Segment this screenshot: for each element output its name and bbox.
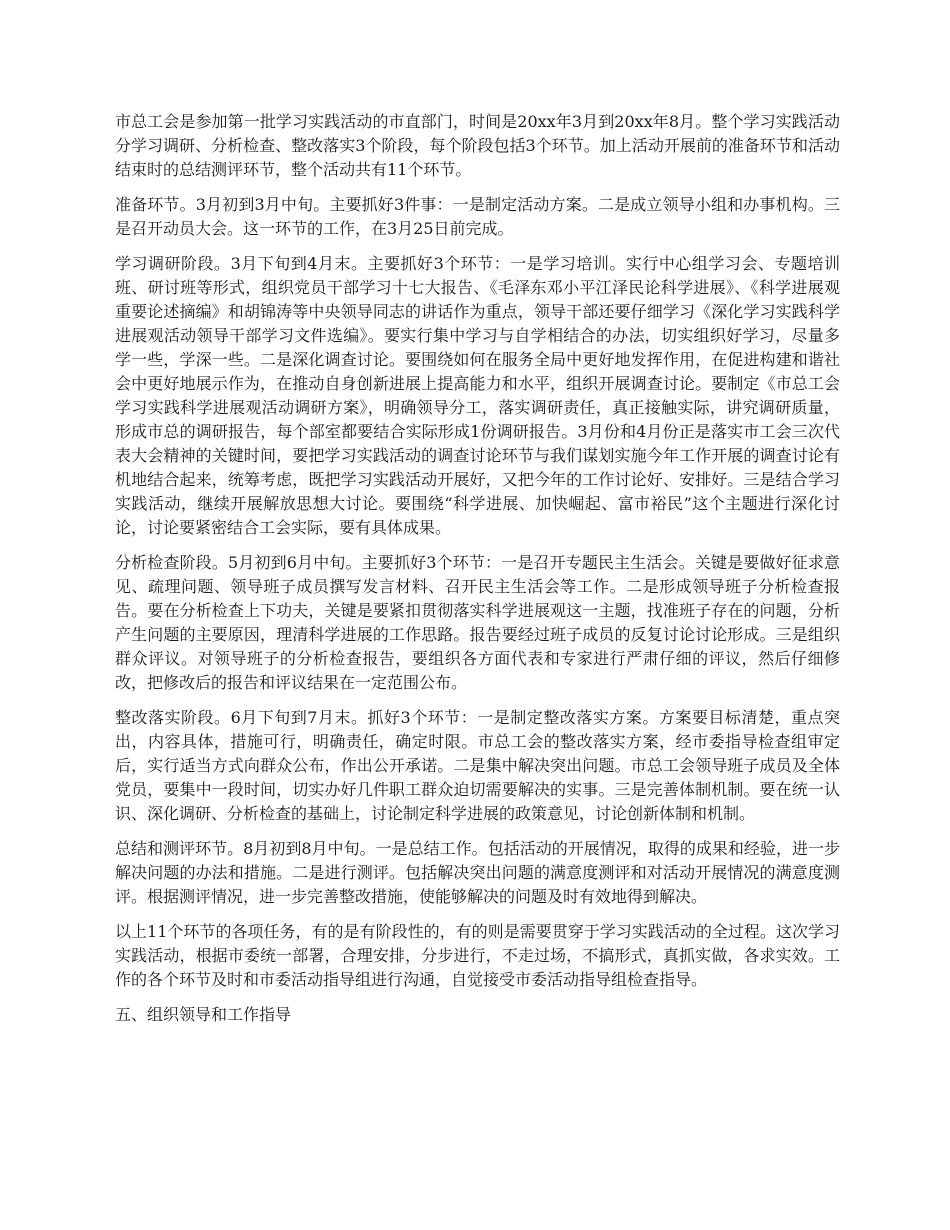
paragraph-preparation: 准备环节。3月初到3月中旬。主要抓好3件事：一是制定活动方案。二是成立领导小组和办事机构。三是召开动员大会。这一环节的工作，在3月25日前完成。 [115, 195, 840, 238]
section-heading: 五、组织领导和工作指导 [115, 1005, 292, 1024]
paragraph-intro: 市总工会是参加第一批学习实践活动的市直部门，时间是20xx年3月到20xx年8月。整个学习实践活动分学习调研、分析检查、整改落实3个阶段，每个阶段包括3个环节。加上活动开展前的准备环节和活动结束时的总结测评环节，整个活动共有11个环节。 [115, 112, 840, 179]
paragraph-conclusion: 以上11个环节的各项任务，有的是有阶段性的，有的则是需要贯穿于学习实践活动的全过程。这次学习实践活动，根据市委统一部署，合理安排，分步进行，不走过场，不搞形式，真抓实做，各求实效。工作的各个环节及时和市委活动指导组进行沟通，自觉接受市委活动指导组检查指导。 [115, 922, 840, 989]
paragraph-rectification: 整改落实阶段。6月下旬到7月末。抓好3个环节：一是制定整改落实方案。方案要目标清楚，重点突出，内容具体，措施可行，明确责任，确定时限。市总工会的整改落实方案，经市委指导检查组审定后，实行适当方式向群众公布，作出公开承诺。二是集中解决突出问题。市总工会领导班子成员及全体党员，要集中一段时间，切实办好几件职工群众迫切需要解决的实事。三是完善体制机制。要在统一认识、深化调研、分析检查的基础上，讨论制定科学进展的政策意见，讨论创新体制和机制。 [115, 708, 840, 823]
paragraph-analysis-check: 分析检查阶段。5月初到6月中旬。主要抓好3个环节：一是召开专题民主生活会。关键是要做好征求意见、疏理问题、领导班子成员撰写发言材料、召开民主生活会等工作。二是形成领导班子分析检查报告。要在分析检查上下功夫，关键是要紧扣贯彻落实科学进展观这一主题，找准班子存在的问题，分析产生问题的主要原因，理清科学进展的工作思路。报告要经过班子成员的反复讨论讨论形成。三是组织群众评议。对领导班子的分析检查报告，要组织各方面代表和专家进行严肃仔细的评议，然后仔细修改，把修改后的报告和评议结果在一定范围公布。 [115, 553, 840, 692]
document-body [115, 110, 840, 1027]
paragraph-summary-evaluation: 总结和测评环节。8月初到8月中旬。一是总结工作。包括活动的开展情况，取得的成果和经验，进一步解决问题的办法和措施。二是进行测评。包括解决突出问题的满意度测评和对活动开展情况的满意度测评。根据测评情况，进一步完善整改措施，使能够解决的问题及时有效地得到解决。 [115, 839, 840, 906]
paragraph-study-research: 学习调研阶段。3月下旬到4月末。主要抓好3个环节：一是学习培训。实行中心组学习会、专题培训班、研讨班等形式，组织党员干部学习十七大报告、《毛泽东邓小平江泽民论科学进展》、《科学进展观重要论述摘编》和胡锦涛等中央领导同志的讲话作为重点，领导干部还要仔细学习《深化学习实践科学进展观活动领导干部学习文件选编》。要实行集中学习与自学相结合的办法，切实组织好学习，尽量多学一些，学深一些。二是深化调查讨论。要围绕如何在服务全局中更好地发挥作用，在促进构建和谐社会中更好地展示作为，在推动自身创新进展上提高能力和水平，组织开展调查讨论。要制定《市总工会学习实践科学进展观活动调研方案》，明确领导分工，落实调研责任，真正接触实际，讲究调研质量，形成市总的调研报告，每个部室都要结合实际形成1份调研报告。3月份和4月份正是落实市工会三次代表大会精神的关键时间，要把学习实践活动的调查讨论环节与我们谋划实施今年工作开展的调查讨论有机地结合起来，统筹考虑，既把学习实践活动开展好，又把今年的工作讨论好、安排好。三是结合学习实践活动，继续开展解放思想大讨论。要围绕“科学进展、加快崛起、富市裕民”这个主题进行深化讨论，讨论要紧密结合工会实际，要有具体成果。 [115, 254, 840, 537]
